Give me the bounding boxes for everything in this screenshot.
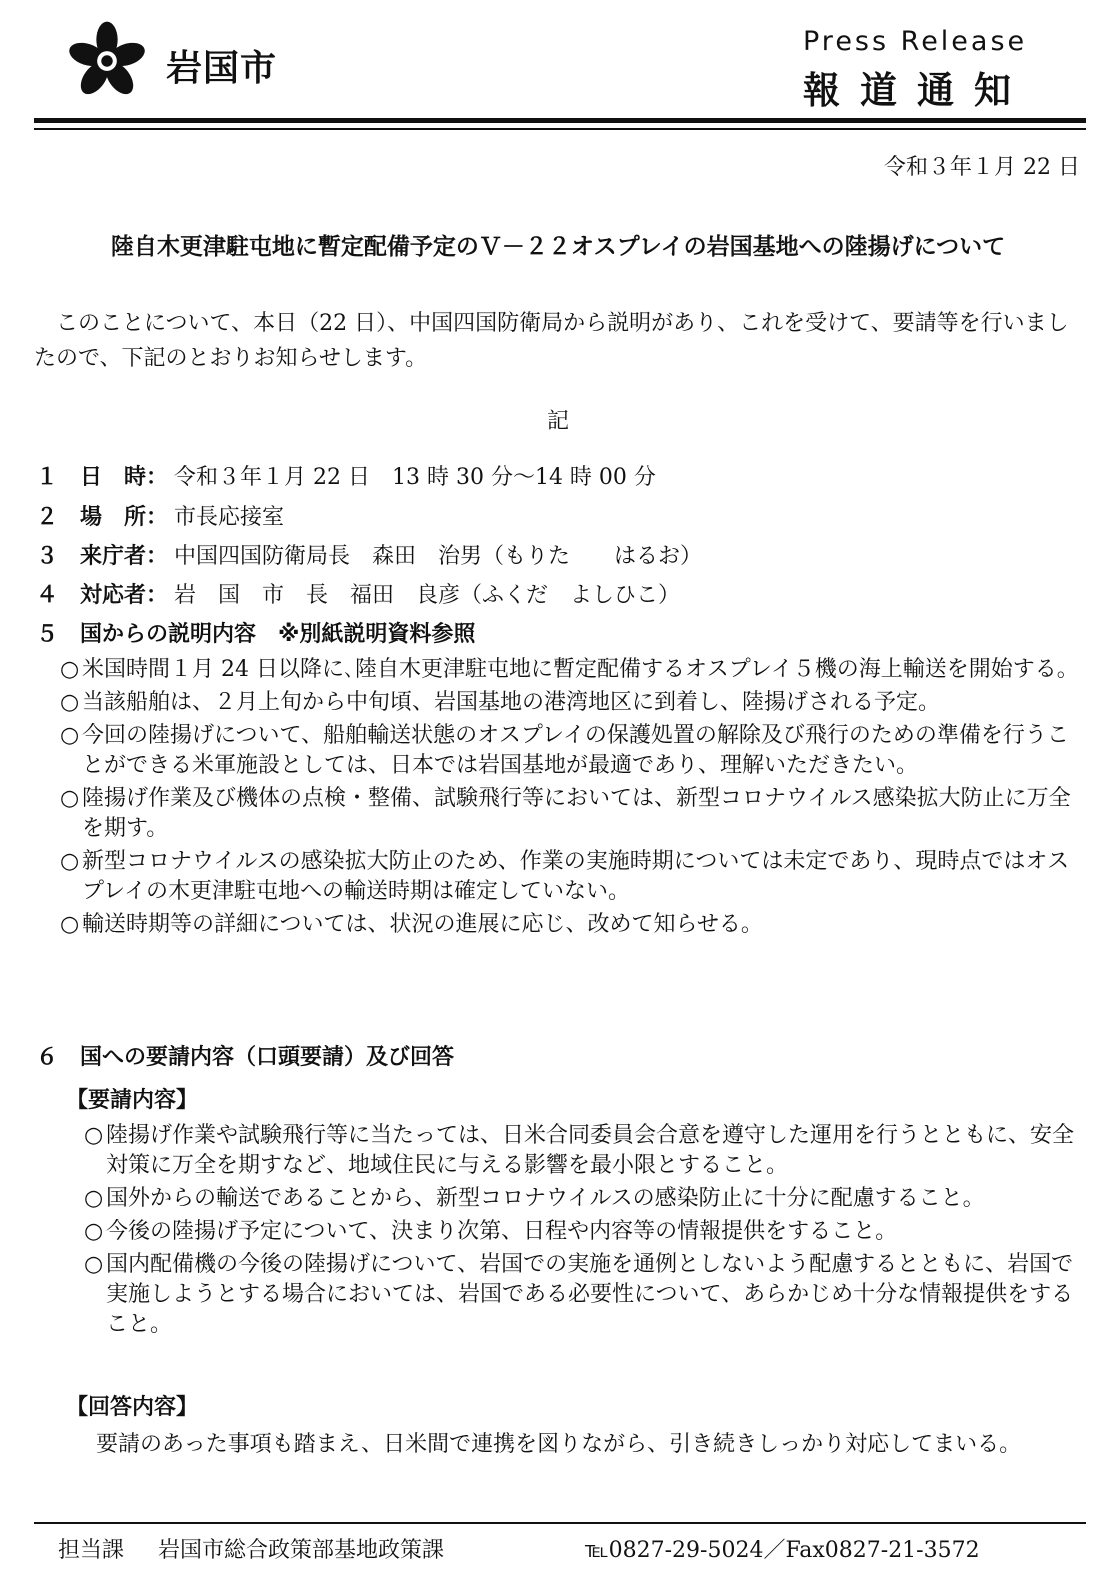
item-number: ３: [36, 544, 59, 569]
item-number: １: [36, 465, 59, 490]
list-item: ○ 陸揚げ作業及び機体の点検・整備、試験飛行等においては、新型コロナウイルス感染拡大防止に万全を期す。: [60, 784, 1082, 844]
section-6-heading: [36, 1042, 454, 1074]
footer-contact: ℡0827-29-5024／Fax0827-21-3572: [585, 1538, 980, 1563]
list-item: ○ 国内配備機の今後の陸揚げについて、岩国での実施を通例としないよう配慮するとともに、岩国で実施しようとする場合においては、岩国である必要性について、あらかじめ十分な情報提供をすること。: [84, 1250, 1082, 1340]
item-value: 中国四国防衛局長 森田 治男（もりた はるお）: [174, 544, 703, 569]
header-rule-thin: [34, 128, 1086, 130]
footer-rule: [34, 1522, 1086, 1524]
intro-paragraph: このことについて、本日（22 日）、中国四国防衛局から説明があり、これを受けて、要請等を行いましたので、下記のとおりお知らせします。: [34, 311, 1069, 371]
section-title: 国からの説明内容 ※別紙説明資料参照: [80, 622, 476, 647]
list-item: ○ 新型コロナウイルスの感染拡大防止のため、作業の実施時期については未定であり、現時点ではオスプレイの木更津駐屯地への輸送時期は確定していない。: [60, 847, 1082, 907]
item-label: 場 所：: [80, 505, 169, 530]
list-item: ○ 今後の陸揚げ予定について、決まり次第、日程や内容等の情報提供をすること。: [84, 1217, 1082, 1247]
list-item: ○ 国外からの輸送であることから、新型コロナウイルスの感染防止に十分に配慮すること。: [84, 1184, 1082, 1214]
footer-department: 岩国市総合政策部基地政策課: [158, 1538, 445, 1563]
item-value: 令和３年１月 22 日 13 時 30 分～14 時 00 分: [174, 465, 656, 490]
item-number: ２: [36, 505, 59, 530]
item-visitor: [36, 541, 702, 573]
list-item: ○ 今回の陸揚げについて、船舶輸送状態のオスプレイの保護処置の解除及び飛行のための準備を行うことができる米軍施設としては、日本では岩国基地が最適であり、理解いただきたい。: [60, 721, 1082, 781]
press-release-label: Press Release: [803, 26, 1028, 57]
ki-marker: 記: [546, 409, 569, 434]
item-place: [36, 502, 284, 534]
section-5-heading: [36, 619, 475, 651]
header-rule: [34, 118, 1086, 123]
list-item: ○ 陸揚げ作業や試験飛行等に当たっては、日米合同委員会合意を遵守した運用を行うとともに、安全対策に万全を期すなど、地域住民に与える影響を最小限とすること。: [84, 1121, 1082, 1181]
press-release-jp-label: 報道通知: [803, 69, 1031, 112]
item-value: 市長応接室: [174, 505, 285, 530]
item-label: 日 時：: [80, 465, 169, 490]
request-heading: 【要請内容】: [66, 1088, 199, 1113]
section-title: 国への要請内容（口頭要請）及び回答: [80, 1045, 455, 1070]
item-label: 対応者：: [80, 583, 169, 608]
list-item: ○ 輸送時期等の詳細については、状況の進展に応じ、改めて知らせる。: [60, 910, 1082, 940]
iwakuni-city-emblem-icon: [66, 20, 148, 102]
item-number: ４: [36, 583, 59, 608]
answer-heading: 【回答内容】: [66, 1395, 199, 1420]
section-number: ５: [36, 622, 59, 647]
section-number: ６: [36, 1045, 59, 1070]
item-datetime: [36, 462, 656, 494]
item-respondent: [36, 580, 680, 612]
city-name: 岩国市: [166, 48, 278, 89]
document-title: 陸自木更津駐屯地に暫定配備予定のＶ－２２オスプレイの岩国基地への陸揚げについて: [110, 234, 1006, 260]
list-item: ○ 当該船舶は、２月上旬から中旬頃、岩国基地の港湾地区に到着し、陸揚げされる予定。: [60, 688, 1082, 718]
release-date: 令和３年１月 22 日: [884, 155, 1080, 180]
item-label: 来庁者：: [80, 544, 169, 569]
footer-dept-label: 担当課: [58, 1538, 125, 1563]
item-value: 岩 国 市 長 福田 良彦（ふくだ よしひこ）: [174, 583, 681, 608]
list-item: ○ 米国時間１月 24 日以降に､陸自木更津駐屯地に暫定配備するオスプレイ５機の海上輸送を開始する。: [60, 655, 1082, 685]
request-bullets: [84, 1121, 1082, 1343]
answer-text: 要請のあった事項も踏まえ、日米間で連携を図りながら、引き続きしっかり対応してまいる。: [96, 1432, 1022, 1457]
section-5-bullets: [60, 655, 1082, 943]
